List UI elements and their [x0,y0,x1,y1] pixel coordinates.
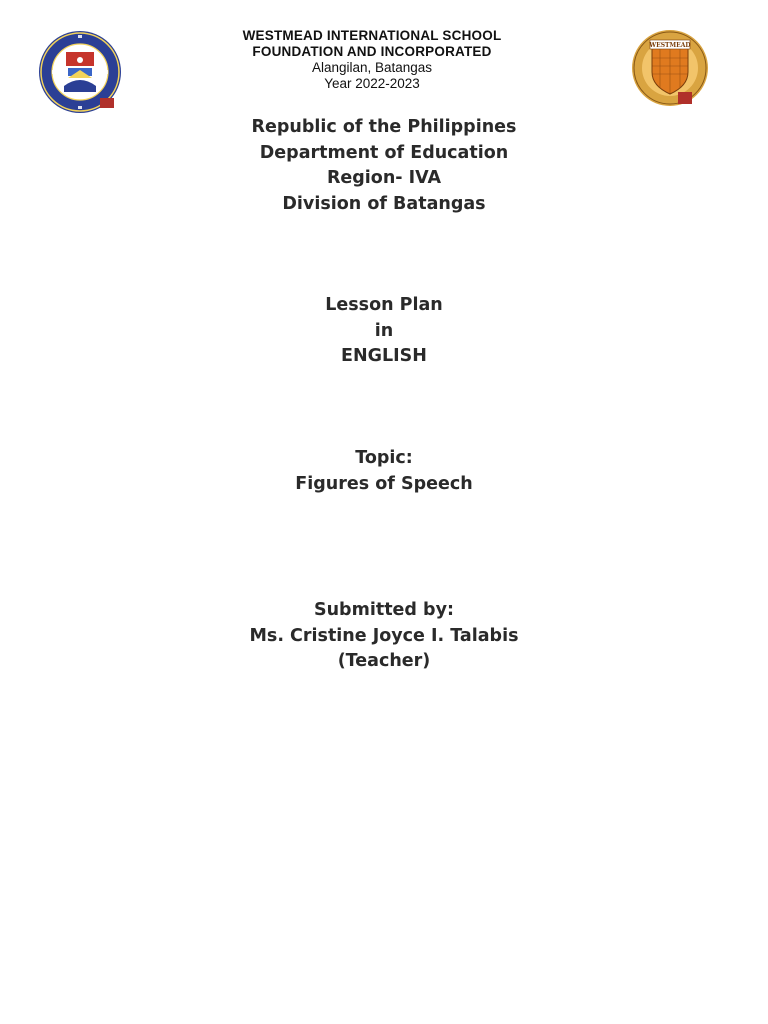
government-heading [184,115,584,217]
teacher-role: (Teacher) [337,651,431,671]
school-address: Alangilan, Batangas [311,60,433,75]
teacher-name: Ms. Cristine Joyce I. Talabis [249,625,519,646]
subject-line: ENGLISH [341,346,427,366]
school-info [200,28,544,92]
crest-banner-text: WESTMEAD [649,42,691,49]
lesson-in-line: in [374,320,394,341]
topic-value: Figures of Speech [295,473,473,494]
submitted-by-label: Submitted by: [314,600,454,620]
region-line: Region- IVA [326,168,442,188]
school-seal-icon [38,30,122,114]
school-year: Year 2022-2023 [324,76,420,91]
lesson-plan-title [184,293,584,370]
document-header [0,28,768,128]
westmead-crest-icon [626,28,714,108]
lesson-plan-line: Lesson Plan [325,295,443,315]
school-name-line-1: WESTMEAD INTERNATIONAL SCHOOL [242,28,502,43]
topic-label: Topic: [355,448,413,468]
submission-section [184,598,584,675]
topic-section [184,446,584,497]
school-name-line-2: FOUNDATION AND INCORPORATED [252,44,492,59]
republic-line: Republic of the Philippines [251,117,517,137]
department-line: Department of Education [259,142,509,163]
division-line: Division of Batangas [282,193,486,214]
